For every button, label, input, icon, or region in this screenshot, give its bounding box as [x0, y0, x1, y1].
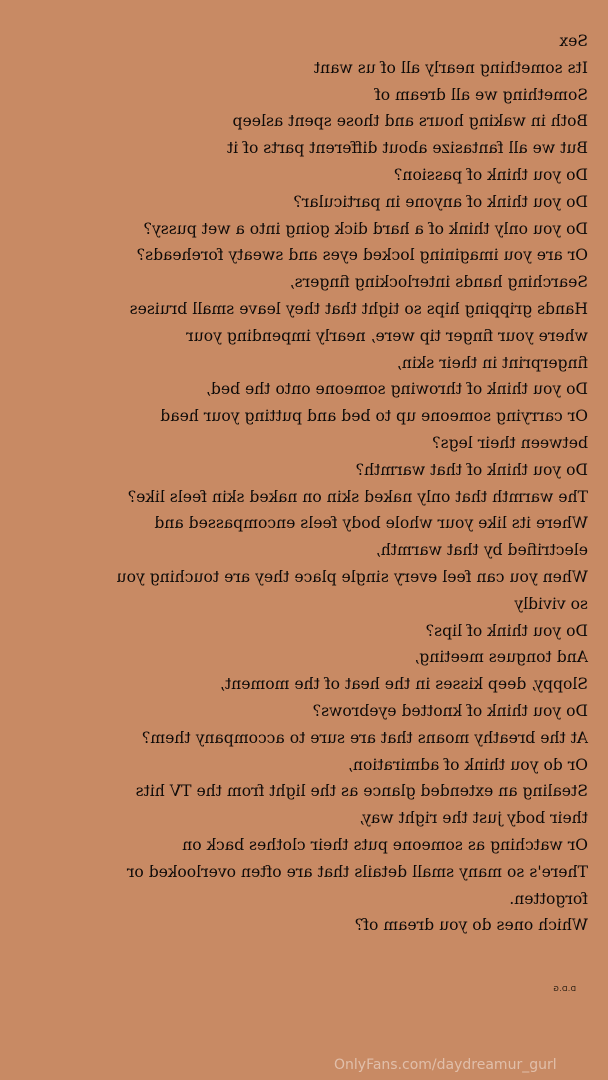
poem-line: their body just the right way, — [359, 809, 588, 828]
poem-line: Searching hands interlocking fingers, — [289, 273, 588, 292]
poem-line: Where its like your whole body feels encompassed and — [154, 514, 588, 533]
poem-line: Or are you imagining locked eyes and sweaty foreheads? — [136, 246, 588, 265]
poem-line: When you can feel every single place they are touching you — [116, 567, 588, 586]
poem-line: fingerprint in their skin, — [396, 353, 588, 372]
poem-line: There's so many small details that are often overlooked or — [126, 862, 588, 881]
poem-line: Something we all dream of — [375, 85, 588, 104]
poem-line: At the breathy moans that are sure to accompany them? — [142, 728, 588, 747]
poem-line: Do you think of anyone in particular? — [293, 192, 588, 211]
poem-line: Do you think of that warmth? — [355, 460, 588, 479]
poem-line: Which ones do you dream of? — [354, 916, 588, 935]
poem-line: Or watching as someone puts their clothes back on — [182, 835, 588, 854]
poem-line: Do you only think of a hard dick going into a wet pussy? — [143, 219, 588, 238]
poem-line: Sloppy, deep kisses in the heat of the moment, — [219, 675, 588, 694]
poem-title: Sex — [559, 32, 588, 50]
poem-line: Do you think of passion? — [394, 165, 588, 184]
watermark-text: OnlyFans.com/daydreamur_gurl — [334, 1057, 557, 1073]
poem-line: Or carrying someone up to bed and putting your head — [160, 407, 588, 426]
poem-line: Stealing an extended glance as the light from the TV hits — [135, 782, 588, 801]
poem-line: The warmth that only naked skin on naked skin feels like? — [127, 487, 588, 506]
poem-line: where your finger tip were, nearly impending your — [186, 326, 588, 345]
poem-line: Its something nearly all of us want — [313, 58, 588, 77]
poem-text — [24, 28, 588, 939]
poem-line: Both in waking hours and those spent asleep — [232, 112, 588, 131]
poem-line: Or do you think of admiration, — [347, 755, 588, 774]
poem-line: between their legs? — [432, 433, 588, 452]
poem-line: Do you think of throwing someone onto the bed, — [205, 380, 588, 399]
poem-line: But we all fantasize about different parts of it — [226, 139, 588, 158]
poem-line: Do you think of lips? — [425, 621, 588, 640]
poem-line: Hands gripping hips so tight that they leave small bruises — [129, 299, 588, 318]
poem-line: Do you think of knotted eyebrows? — [312, 701, 588, 720]
poem-line: electrified by that warmth, — [375, 541, 588, 560]
author-signature: D.D.G — [552, 985, 576, 993]
poem-line: so vividly — [514, 594, 588, 613]
poem-line: forgotten. — [509, 889, 588, 908]
poem-line: And tongues meeting, — [414, 648, 588, 667]
